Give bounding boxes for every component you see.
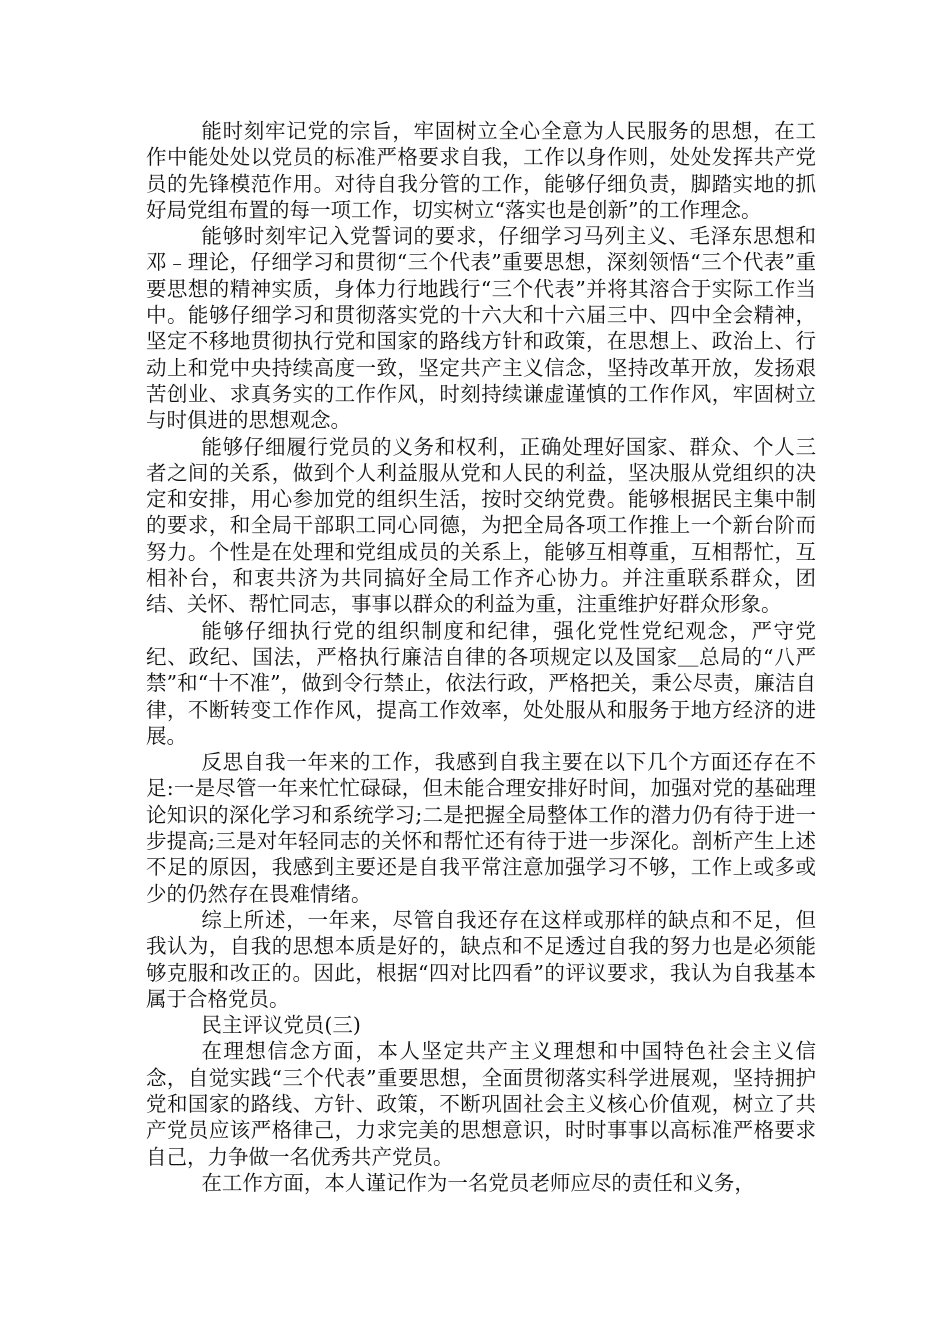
section-heading: 民主评议党员(三) bbox=[201, 1013, 361, 1038]
paragraph: 在工作方面，本人谨记作为一名党员老师应尽的责任和义务， bbox=[201, 1170, 755, 1195]
paragraph: 反思自我一年来的工作，我感到自我主要在以下几个方面还存在不足:一是尽管一年来忙忙碌碌，但未能合理安排好时间，加强对党的基础理论知识的深化学习和系统学习;二是把握全局整体工作的潜力仍有待于进一步提高;三是对年轻同志的关怀和帮忙还有待于进一步深化。剖析产生上述不足的原因，我感到主要还是自我平常注意加强学习不够，工作上或多或少的仍然存在畏难情绪。 bbox=[146, 750, 816, 906]
paragraph: 能够仔细执行党的组织制度和纪律，强化党性党纪观念，严守党纪、政纪、国法，严格执行廉洁自律的各项规定以及国家＿总局的“八严禁”和“十不准”，做到令行禁止，依法行政，严格把关，秉公尽责，廉洁自律，不断转变工作作风，提高工作效率，处处服从和服务于地方经济的进展。 bbox=[146, 618, 816, 748]
paragraph: 能时刻牢记党的宗旨，牢固树立全心全意为人民服务的思想，在工作中能处处以党员的标准严格要求自我，工作以身作则，处处发挥共产党员的先锋模范作用。对待自我分管的工作，能够仔细负责，脚踏实地的抓好局党组布置的每一项工作，切实树立“落实也是创新”的工作理念。 bbox=[146, 119, 816, 222]
document-body bbox=[146, 118, 816, 1196]
paragraph: 能够仔细履行党员的义务和权利，正确处理好国家、群众、个人三者之间的关系，做到个人利益服从党和人民的利益，坚决服从党组织的决定和安排，用心参加党的组织生活，按时交纳党费。能够根据民主集中制的要求，和全局干部职工同心同德，为把全局各项工作推上一个新台阶而努力。个性是在处理和党组成员的关系上，能够互相尊重，互相帮忙，互相补台，和衷共济为共同搞好全局工作齐心协力。并注重联系群众，团结、关怀、帮忙同志，事事以群众的利益为重，注重维护好群众形象。 bbox=[146, 434, 816, 617]
paragraph: 能够时刻牢记入党誓词的要求，仔细学习马列主义、毛泽东思想和邓﹣理论，仔细学习和贯彻“三个代表”重要思想，深刻领悟“三个代表”重要思想的精神实质，身体力行地践行“三个代表”并将其溶合于实际工作当中。能够仔细学习和贯彻落实党的十六大和十六届三中、四中全会精神，坚定不移地贯彻执行党和国家的路线方针和政策，在思想上、政治上、行动上和党中央持续高度一致，坚定共产主义信念，坚持改革开放，发扬艰苦创业、求真务实的工作作风，时刻持续谦虚谨慎的工作作风，牢固树立与时俱进的思想观念。 bbox=[146, 224, 816, 433]
paragraph: 在理想信念方面，本人坚定共产主义理想和中国特色社会主义信念，自觉实践“三个代表”重要思想，全面贯彻落实科学进展观，坚持拥护党和国家的路线、方针、政策，不断巩固社会主义核心价值观，树立了共产党员应该严格律己，力求完美的思想意识，时时事事以高标准严格要求自己，力争做一名优秀共产党员。 bbox=[146, 1039, 816, 1169]
paragraph: 综上所述，一年来，尽管自我还存在这样或那样的缺点和不足，但我认为，自我的思想本质是好的，缺点和不足透过自我的努力也是必须能够克服和改正的。因此，根据“四对比四看”的评议要求，我认为自我基本属于合格党员。 bbox=[146, 907, 816, 1011]
